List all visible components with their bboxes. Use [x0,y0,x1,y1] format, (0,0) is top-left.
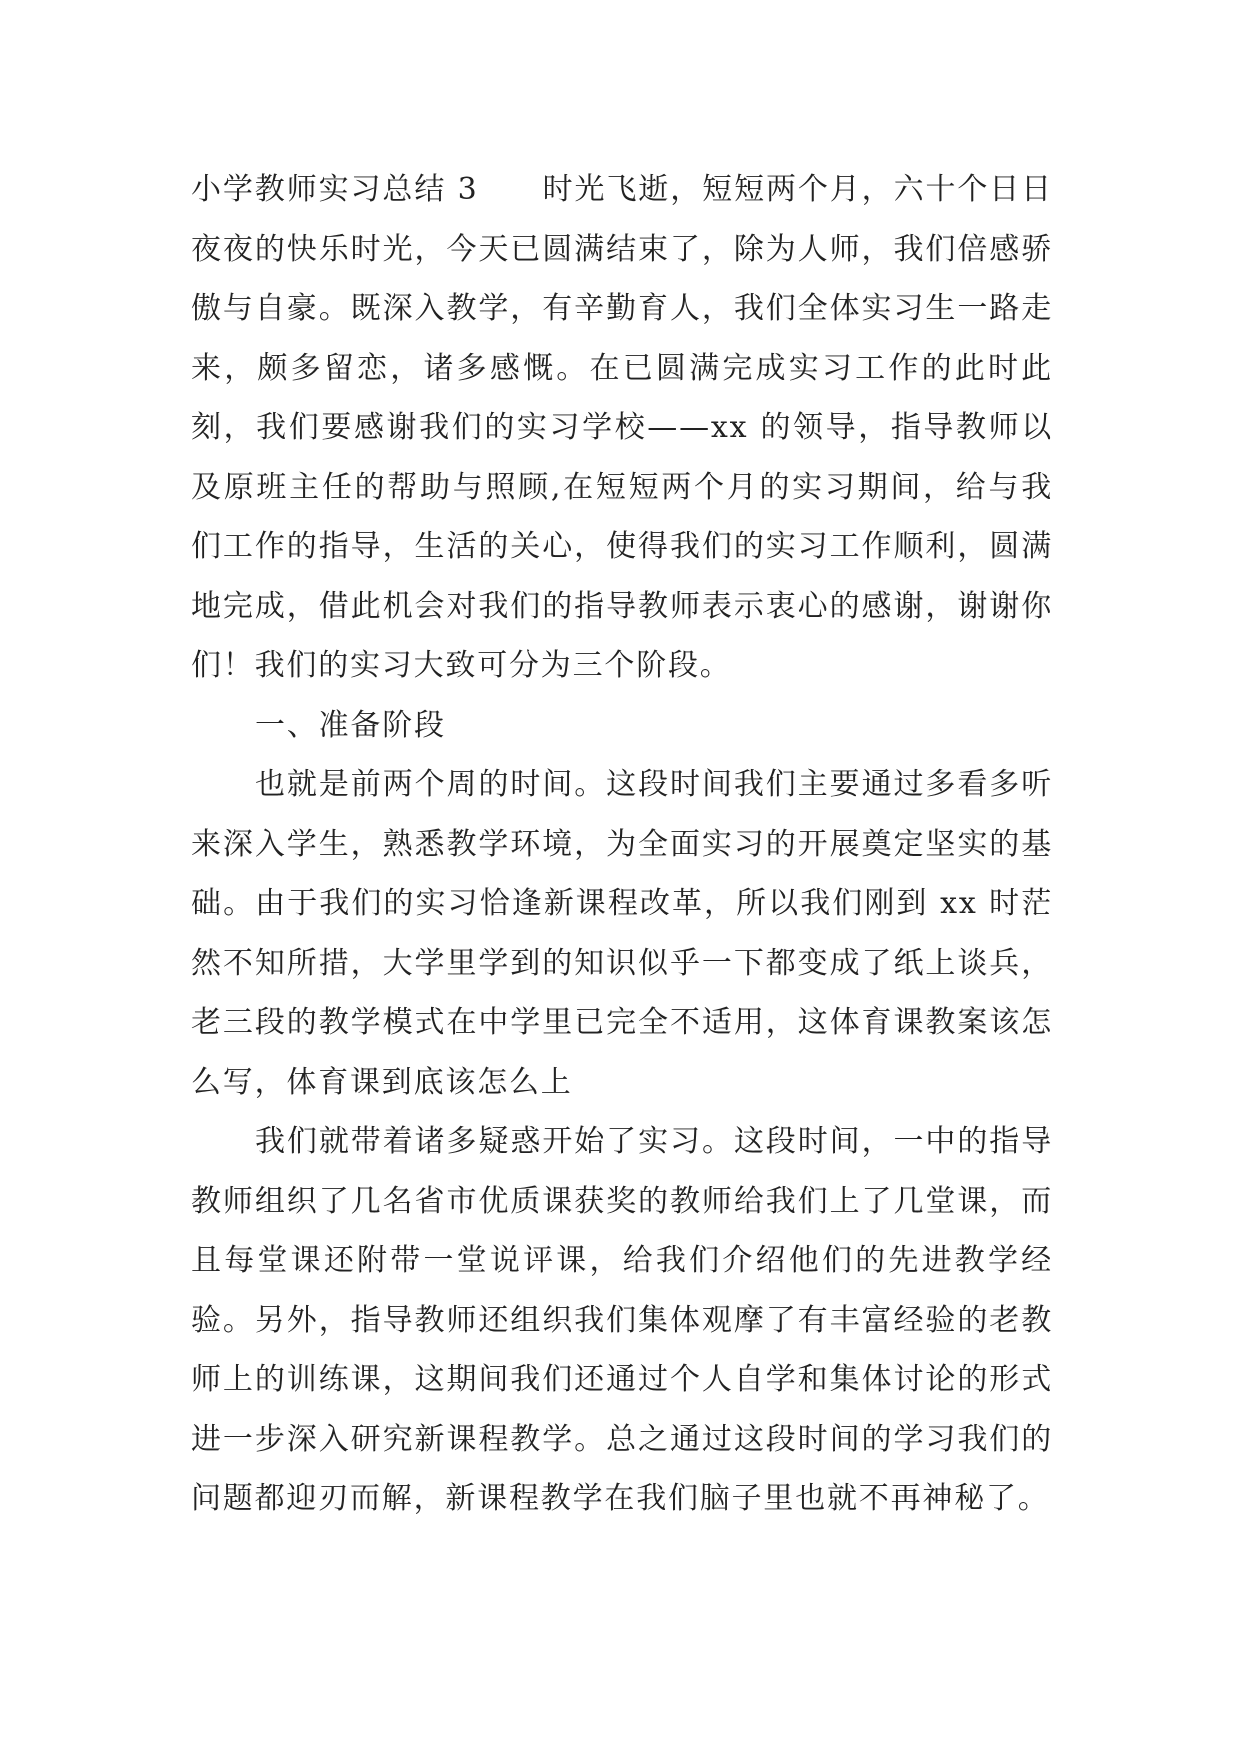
section-heading: 一、准备阶段 [255,707,446,743]
paragraph: 我们就带着诸多疑惑开始了实习。这段时间，一中的指导教师组织了几名省市优质课获奖的教师给我们上了几堂课，而且每堂课还附带一堂说评课，给我们介绍他们的先进教学经验。另外，指导教师还组织我们集体观摩了有丰富经验的老教师上的训练课，这期间我们还通过个人自学和集体讨论的形式进一步深入研究新课程教学。总之通过这段时间的学习我们的问题都迎刃而解，新课程教学在我们脑子里也就不再神秘了。 [191,1124,1053,1516]
document-body [191,160,1053,1529]
paragraph: 也就是前两个周的时间。这段时间我们主要通过多看多听来深入学生，熟悉教学环境，为全面实习的开展奠定坚实的基础。由于我们的实习恰逢新课程改革，所以我们刚到 xx 时茫然不知所措，大学里学到的知识似乎一下都变成了纸上谈兵，老三段的教学模式在中学里已完全不适用，这体育课教案该怎么写，体育课到底该怎么上 [191,767,1053,1100]
document-title: 小学教师实习总结 3 [191,172,479,207]
intro-paragraph [191,160,1053,696]
paragraph-text: 时光飞逝，短短两个月，六十个日日夜夜的快乐时光，今天已圆满结束了，除为人师，我们倍感骄傲与自豪。既深入教学，有辛勤育人，我们全体实习生一路走来，颇多留恋，诸多感慨。在已圆满完成实习工作的此时此刻，我们要感谢我们的实习学校——xx 的领导，指导教师以及原班主任的帮助与照顾,在短短两个月的实习期间，给与我们工作的指导，生活的关心，使得我们的实习工作顺利，圆满地完成，借此机会对我们的指导教师表示衷心的感谢，谢谢你们！我们的实习大致可分为三个阶段。 [191,172,1053,683]
